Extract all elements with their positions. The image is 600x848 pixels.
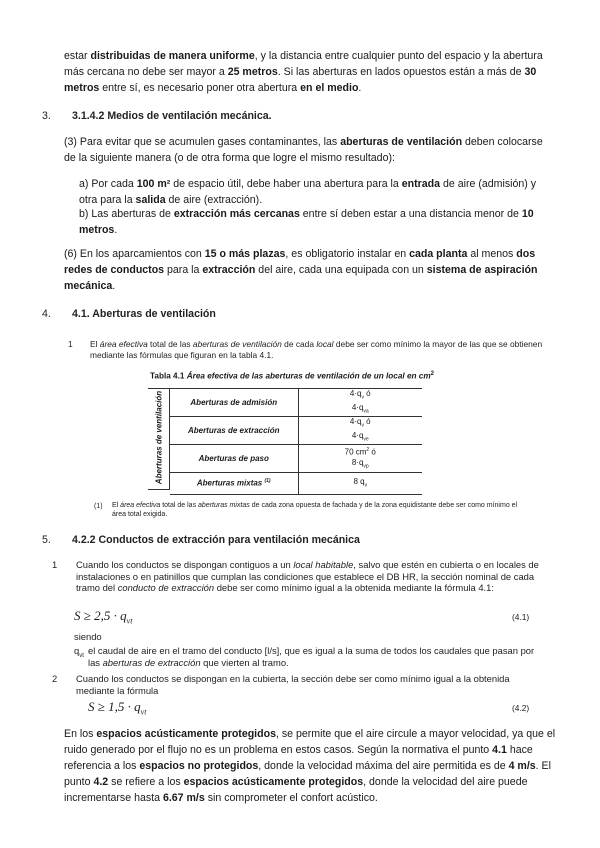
sec3-item-a: a) Por cada 100 m² de espacio útil, debe haber una abertura para la entrada de aire (admisión) y otra para la salida de aire (extracción).	[79, 178, 537, 206]
table-cell-label: Aberturas de paso	[170, 445, 298, 472]
sec5-item-2-text: Cuando los conductos se dispongan en la cubierta, la sección debe ser como mínimo igual a la obtenida mediante la fórmula	[76, 673, 510, 696]
sec3-paragraph-6: (6) En los aparcamientos con 15 o más plazas, es obligatorio instalar en cada planta al menos dos redes de conductos para la extracción del aire, cada una equipada con un sistema de aspiración mecánica.	[64, 248, 538, 292]
final-paragraph: En los espacios acústicamente protegidos, se permite que el aire circule a mayor velocidad, ya que el ruido generado por el flujo no es un problema en estos casos. Según la normativa el punto 4.1 hace referencia a los espacios no protegidos, donde la velocidad máxima del aire permitida es de 4 m/s. El punto 4.2 se refiere a los espacios acústicamente protegidos, donde la velocidad del aire puede incrementarse hasta 6.67 m/s sin comprometer el confort acústico.	[64, 728, 556, 804]
section-5-heading	[42, 534, 552, 550]
table-caption: Tabla 4.1 Área efectiva de las aberturas de ventilación de un local en $cm^2$	[150, 371, 434, 381]
section-3-number: 3.	[42, 110, 51, 122]
table-cell-value: 8 $q_v$	[298, 472, 422, 494]
table-row	[170, 417, 422, 445]
table-cell-value: $4\cdot q_v$ ó $4\cdot q_{va}$	[298, 389, 422, 417]
table-cell-value: 70 $cm^2$ ó $8\cdot q_{vp}$	[298, 445, 422, 472]
table-cell-value: $4\cdot q_v$ ó $4\cdot q_{ve}$	[298, 417, 422, 445]
table-footnote-number: (1)	[94, 503, 103, 510]
sec5-item-1-number: 1	[52, 559, 58, 570]
table-cell-label: Aberturas mixtas $^{(1)}$	[170, 472, 298, 494]
qvt-symbol: $q_{vt}$	[74, 645, 84, 659]
sec3-paragraph-3: (3) Para evitar que se acumulen gases contaminantes, las aberturas de ventilación deben colocarse de la siguiente manera (o de otra forma que logre el mismo resultado):	[64, 136, 543, 164]
table-footnote: El área efectiva total de las aberturas mixtas de cada zona opuesta de fachada y de la zona equidistante debe ser como mínimo el área total exigida.	[112, 502, 518, 518]
formula-4-2: $S \ge 1,5 \cdot q_{vt}$	[88, 699, 147, 717]
sec5-item-2-number: 2	[52, 673, 58, 684]
equation-number-4-2: (4.2)	[512, 703, 530, 713]
section-4-number: 4.	[42, 308, 51, 320]
section-3-heading	[42, 110, 542, 126]
table-row	[170, 445, 422, 472]
section-4-title: 4.1. Aberturas de ventilación	[72, 308, 216, 320]
section-5-title: 4.2.2 Conductos de extracción para ventilación mecánica	[72, 534, 360, 546]
sec4-item-text: El área efectiva total de las aberturas de ventilación de cada local debe ser como mínimo la mayor de las que se obtienen mediante las fórmulas que figuran en la tabla 4.1.	[90, 339, 543, 360]
ventilation-table	[170, 388, 422, 495]
qvt-definition: el caudal de aire en el tramo del conducto [l/s], que es igual a la suma de todos los caudales que pasan por las aberturas de extracción que vierten al tramo.	[88, 645, 535, 668]
formula-4-1: $S \ge 2,5 \cdot q_{vt}$	[74, 608, 133, 626]
section-5-number: 5.	[42, 534, 51, 546]
sec5-item-1-text: Cuando los conductos se dispongan contiguos a un local habitable, salvo que estén en cubierta o en locales de instalaciones o en patinillos que cumplan las condiciones que establece el DB HR, la sección nominal de cada tramo del conducto de extracción debe ser como mínimo igual a la obtenida mediante la fórmula 4.1:	[76, 559, 539, 594]
sec3-item-b: b) Las aberturas de extracción más cercanas entre sí deben estar a una distancia menor de 10 metros.	[79, 208, 534, 236]
table-row	[170, 472, 422, 494]
intro-paragraph: estar distribuidas de manera uniforme, y la distancia entre cualquier punto del espacio y la abertura más cercana no debe ser mayor a 25 metros. Si las aberturas en lados opuestos están a más de 30 metros entre sí, es necesario poner otra abertura en el medio.	[64, 50, 543, 94]
table-cell-label: Aberturas de admisión	[170, 389, 298, 417]
equation-number-4-1: (4.1)	[512, 612, 530, 622]
table-side-label: Aberturas de ventilación	[148, 388, 170, 490]
section-4-heading	[42, 308, 542, 324]
section-3-title: 3.1.4.2 Medios de ventilación mecánica.	[72, 110, 272, 122]
table-row	[170, 389, 422, 417]
siendo-label: siendo	[74, 631, 102, 642]
sec4-item-number: 1	[68, 339, 73, 349]
table-cell-label: Aberturas de extracción	[170, 417, 298, 445]
